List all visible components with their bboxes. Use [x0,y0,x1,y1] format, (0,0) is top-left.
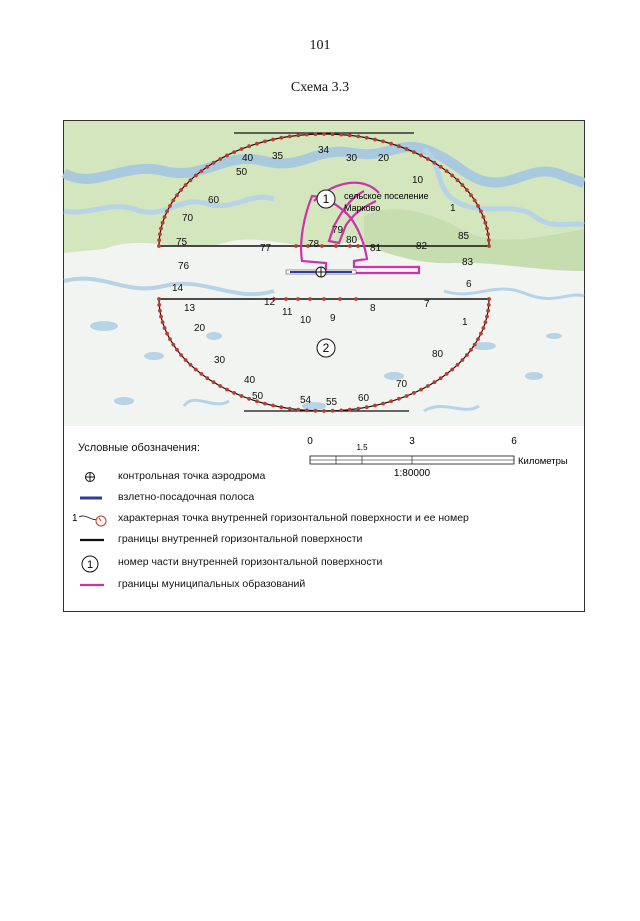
characteristic-point [479,332,483,336]
point-label: 20 [194,323,206,334]
page-number: 101 [309,38,331,53]
characteristic-point [469,348,473,352]
characteristic-point [397,144,401,148]
point-label: 81 [370,243,382,254]
point-label: 79 [332,225,344,236]
characteristic-point [450,174,454,178]
characteristic-point [279,136,283,140]
characteristic-point [175,193,179,197]
point-label: 35 [272,151,284,162]
point-label: 9 [330,313,336,324]
characteristic-point [389,399,393,403]
point-label: 40 [242,153,254,164]
point-label: 50 [252,391,264,402]
point-label: 80 [432,349,444,360]
characteristic-point [381,402,385,406]
point-label: 1 [450,203,456,214]
map-area [64,121,584,426]
legend-label: контрольная точка аэродрома [118,470,266,482]
characteristic-point [339,409,343,413]
characteristic-point [465,188,469,192]
lake [546,333,562,339]
point-label: 10 [300,315,312,326]
characteristic-point [205,165,209,169]
characteristic-point [320,244,324,248]
characteristic-point [171,343,175,347]
characteristic-point [479,210,483,214]
forest-area [64,121,584,253]
characteristic-point [296,408,300,412]
characteristic-point [157,303,161,307]
characteristic-point [271,404,275,408]
characteristic-point [305,409,309,413]
characteristic-point [305,133,309,137]
scale-ratio: 1:80000 [393,468,431,479]
characteristic-point [159,315,163,319]
characteristic-point [484,221,488,225]
point-label: 70 [396,379,408,390]
characteristic-point [426,384,430,388]
characteristic-point [247,397,251,401]
scale-tick-label: 6 [511,436,517,447]
characteristic-point [194,174,198,178]
characteristic-point [476,204,480,208]
characteristic-point [314,409,318,413]
characteristic-point [450,368,454,372]
scheme-title: Схема 3.3 [290,80,350,95]
lake [206,332,222,340]
characteristic-point [445,169,449,173]
characteristic-point [171,199,175,203]
characteristic-point [465,353,469,357]
characteristic-point [163,215,167,219]
point-label: 75 [176,237,188,248]
characteristic-point [456,178,460,182]
lake [114,397,134,405]
runway-line-icon [74,489,114,507]
characteristic-point [486,309,490,313]
scale-tick-label: 0 [307,436,313,447]
characteristic-point [294,244,298,248]
legend-sample-number: 1 [86,559,94,571]
map-svg [64,121,584,426]
legend-label: характерная точка внутренней горизонтальной поверхности и ее номер [118,512,469,524]
characteristic-point [288,135,292,139]
characteristic-point [426,157,430,161]
point-label: 76 [178,261,190,272]
characteristic-point [389,142,393,146]
characteristic-point [247,144,251,148]
characteristic-point [184,183,188,187]
characteristic-point [179,188,183,192]
lake [525,372,543,380]
characteristic-point [487,238,491,242]
characteristic-point [412,150,416,154]
point-label: 83 [462,257,474,268]
characteristic-point [339,133,343,137]
characteristic-point [433,380,437,384]
point-label: 82 [416,241,428,252]
characteristic-point [348,134,352,138]
characteristic-point [158,309,162,313]
characteristic-point [487,244,491,248]
legend-label: взлетно-посадочная полоса [118,491,255,503]
characteristic-point [157,244,161,248]
characteristic-point [263,402,267,406]
point-label: 55 [326,397,338,408]
point-label: 50 [236,167,248,178]
characteristic-point [461,183,465,187]
characteristic-point [263,140,267,144]
point-label: 70 [182,213,194,224]
point-label: 34 [318,145,330,156]
legend-row-municipal [64,576,584,594]
characteristic-point [212,380,216,384]
characteristic-point [159,227,163,231]
characteristic-point [314,132,318,136]
characteristic-point [284,297,288,301]
characteristic-point [255,142,259,146]
characteristic-point [218,384,222,388]
point-label: 8 [370,303,376,314]
characteristic-point [331,132,335,136]
characteristic-point [356,135,360,139]
characteristic-point [184,358,188,362]
characteristic-point [218,157,222,161]
legend-row-part-number [64,554,584,572]
point-label: 12 [264,297,276,308]
scale-tick-label: 3 [409,436,415,447]
point-label: 85 [458,231,470,242]
characteristic-point [322,409,326,413]
point-label: 13 [184,303,196,314]
characteristic-point [486,232,490,236]
point-label: 78 [308,239,320,250]
characteristic-point [397,397,401,401]
scale-tick-label: 1.5 [356,443,368,452]
legend-label: границы муниципальных образований [118,578,306,590]
settlement-label-line2: Марково [344,203,381,213]
characteristic-point [158,232,162,236]
boundary-line-icon [74,531,114,549]
characteristic-point [487,303,491,307]
characteristic-point [373,404,377,408]
legend-label: номер части внутренней горизонтальной поверхности [118,556,383,568]
characteristic-point [212,161,216,165]
characteristic-point [163,326,167,330]
legend-row-characteristic-point [64,510,584,528]
part-2-number: 2 [322,341,330,355]
characteristic-point [288,407,292,411]
scale-unit: Километры [518,456,568,467]
characteristic-point [405,394,409,398]
point-label: 7 [424,299,430,310]
point-label: 6 [466,279,472,290]
characteristic-point [365,136,369,140]
characteristic-point [200,372,204,376]
characteristic-point [439,165,443,169]
point-label: 30 [346,153,358,164]
characteristic-point [484,320,488,324]
point-label: 54 [300,395,312,406]
point-label: 40 [244,375,256,386]
characteristic-point [232,391,236,395]
characteristic-point [439,376,443,380]
characteristic-point [308,297,312,301]
characteristic-point [482,326,486,330]
characteristic-point [456,363,460,367]
characteristic-point [405,147,409,151]
characteristic-point [331,409,335,413]
characteristic-point [165,210,169,214]
legend-row-runway [64,489,584,507]
characteristic-point [473,199,477,203]
settlement-label-line1: сельское поселение [344,191,429,201]
characteristic-point [322,132,326,136]
characteristic-point [469,193,473,197]
characteristic-point [296,297,300,301]
municipal-boundary-icon [74,576,114,594]
characteristic-point [189,363,193,367]
characteristic-point [225,388,229,392]
characteristic-point [189,178,193,182]
point-label: 60 [358,393,370,404]
characteristic-point [476,337,480,341]
characteristic-point [485,227,489,231]
point-label: 20 [378,153,390,164]
characteristic-point [419,154,423,158]
characteristic-point [179,353,183,357]
characteristic-point [232,150,236,154]
characteristic-point [485,315,489,319]
characteristic-point [200,169,204,173]
legend-row-aerodrome [64,468,584,486]
characteristic-point [271,138,275,142]
characteristic-point [461,358,465,362]
characteristic-point [445,372,449,376]
characteristic-point [338,297,342,301]
characteristic-point [354,297,358,301]
characteristic-point [175,348,179,352]
characteristic-point [322,297,326,301]
point-label: 80 [346,235,358,246]
characteristic-point [240,147,244,151]
characteristic-point [482,215,486,219]
point-label: 14 [172,283,184,294]
characteristic-point [381,140,385,144]
legend-label: границы внутренней горизонтальной поверхности [118,533,363,545]
characteristic-point [161,221,165,225]
legend [64,426,584,611]
characteristic-point [473,343,477,347]
aerodrome-control-point-icon [74,468,114,486]
characteristic-point [433,161,437,165]
characteristic-point [157,238,161,242]
characteristic-point [365,405,369,409]
characteristic-point [419,388,423,392]
characteristic-point [157,297,161,301]
lake [90,321,118,331]
characteristic-point [412,391,416,395]
figure-frame [63,120,585,612]
lake [144,352,164,360]
characteristic-point [168,337,172,341]
part-number-icon [74,554,114,572]
point-label: 11 [282,307,293,318]
characteristic-point [165,332,169,336]
point-label: 30 [214,355,226,366]
characteristic-point [296,134,300,138]
characteristic-point [348,408,352,412]
characteristic-point [334,244,338,248]
characteristic-point [356,407,360,411]
point-label: 1 [462,317,468,328]
characteristic-point [194,368,198,372]
characteristic-point [161,320,165,324]
point-label: 77 [260,243,272,254]
characteristic-point [240,394,244,398]
point-label: 60 [208,195,220,206]
legend-sample-number: 1 [72,513,78,524]
characteristic-point [279,405,283,409]
point-label: 10 [412,175,424,186]
characteristic-point-icon [74,510,114,528]
characteristic-point [225,154,229,158]
legend-title: Условные обозначения: [78,442,200,454]
characteristic-point [168,204,172,208]
characteristic-point [487,297,491,301]
characteristic-point [373,138,377,142]
legend-row-boundary [64,531,584,549]
part-1-number: 1 [322,192,330,206]
characteristic-point [205,376,209,380]
